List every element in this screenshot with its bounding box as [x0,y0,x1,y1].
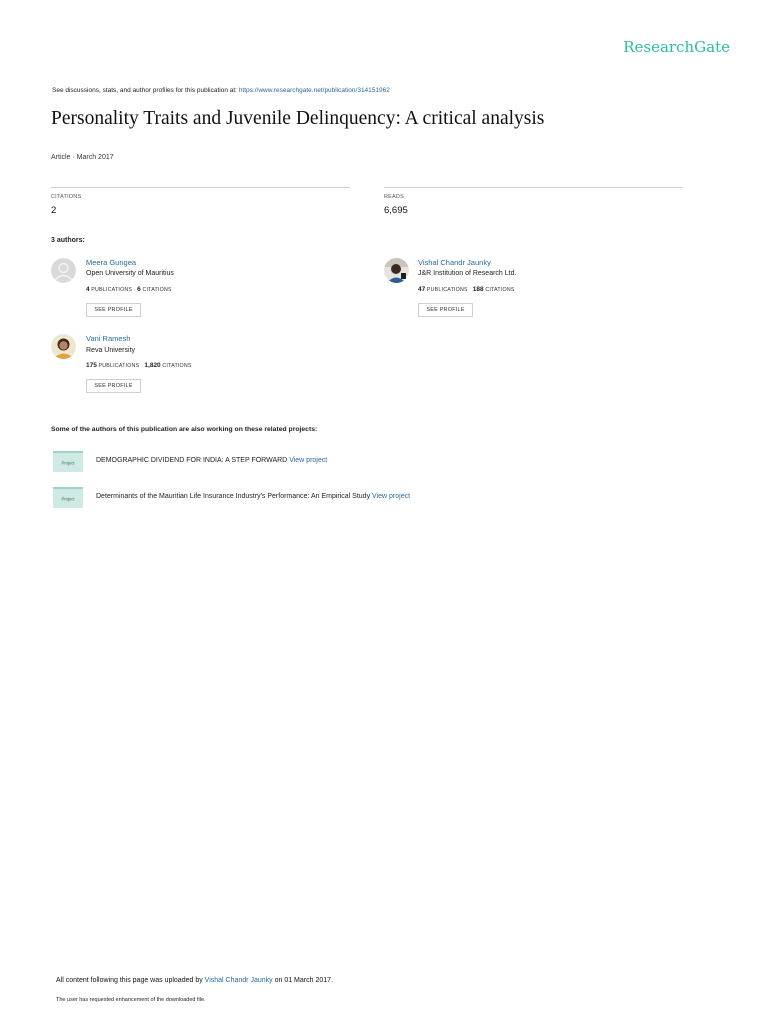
authors-header: 3 authors: [51,237,85,244]
uploader-link[interactable]: Vishal Chandr Jaunky [204,977,273,984]
person-photo-icon [51,334,76,359]
discussion-line [52,87,390,94]
author-institution: Open University of Mauritius [86,270,174,277]
publication-url-link[interactable]: https://www.researchgate.net/publication/314151962 [238,87,390,94]
project-title: DEMOGRAPHIC DIVIDEND FOR INDIA: A STEP FORWARD [96,457,288,464]
author-institution: Reva University [86,347,136,354]
publications-count: 175 [86,362,97,369]
author-stats [86,286,172,293]
author-name[interactable]: Vishal Chandr Jaunky [418,258,491,267]
upload-suffix: on 01 March 2017. [274,977,333,984]
default-avatar-icon [51,258,76,283]
reads-divider [384,187,683,188]
citations-count: 1,820 [144,362,161,369]
reads-value: 6,695 [384,205,408,216]
reads-label: READS [384,194,404,200]
person-photo-icon [384,258,409,283]
publications-count: 4 [86,286,90,293]
publications-count: 47 [418,286,426,293]
citations-value: 2 [51,205,57,216]
publication-title: Personality Traits and Juvenile Delinquency: A critical analysis [51,108,545,129]
author-stats [86,362,192,369]
citations-label: CITATIONS [51,194,82,200]
see-profile-button[interactable]: SEE PROFILE [418,303,473,317]
project-row [96,457,327,464]
author-institution: J&R Institution of Research Ltd. [418,270,517,277]
publications-label: PUBLICATIONS [426,287,468,293]
upload-notice [56,977,333,984]
researchgate-logo[interactable]: ResearchGate [623,38,730,56]
author-stats [418,286,515,293]
publications-label: PUBLICATIONS [98,363,140,369]
project-icon [53,451,83,472]
citations-count: 6 [137,286,141,293]
author-name[interactable]: Meera Gungea [86,258,137,267]
citations-label: CITATIONS [142,287,172,293]
publication-meta: Article · March 2017 [51,154,114,161]
project-row [96,493,410,500]
citations-divider [51,187,350,188]
project-icon-label: Project [61,496,75,502]
avatar-meera-gungea[interactable] [51,258,76,283]
discussion-prefix: See discussions, stats, and author profiles for this publication at: [52,87,237,94]
avatar-vishal-chandr-jaunky[interactable] [384,258,409,283]
view-project-link[interactable]: View project [372,493,411,500]
related-projects-header: Some of the authors of this publication are also working on these related projects: [51,426,318,433]
project-title: Determinants of the Mauritian Life Insurance Industry's Performance: An Empirical Study [96,493,371,500]
citations-label: CITATIONS [485,287,515,293]
upload-prefix: All content following this page was uploaded by [56,977,203,984]
view-project-link[interactable]: View project [289,457,328,464]
author-name[interactable]: Vani Ramesh [86,334,131,343]
citations-count: 188 [472,286,484,293]
citations-label: CITATIONS [162,363,192,369]
avatar-vani-ramesh[interactable] [51,334,76,359]
see-profile-button[interactable]: SEE PROFILE [86,379,141,393]
project-icon [53,487,83,508]
project-icon-label: Project [61,460,75,466]
publications-label: PUBLICATIONS [91,287,133,293]
enhancement-note: The user has requested enhancement of the downloaded file. [56,997,206,1003]
see-profile-button[interactable]: SEE PROFILE [86,303,141,317]
